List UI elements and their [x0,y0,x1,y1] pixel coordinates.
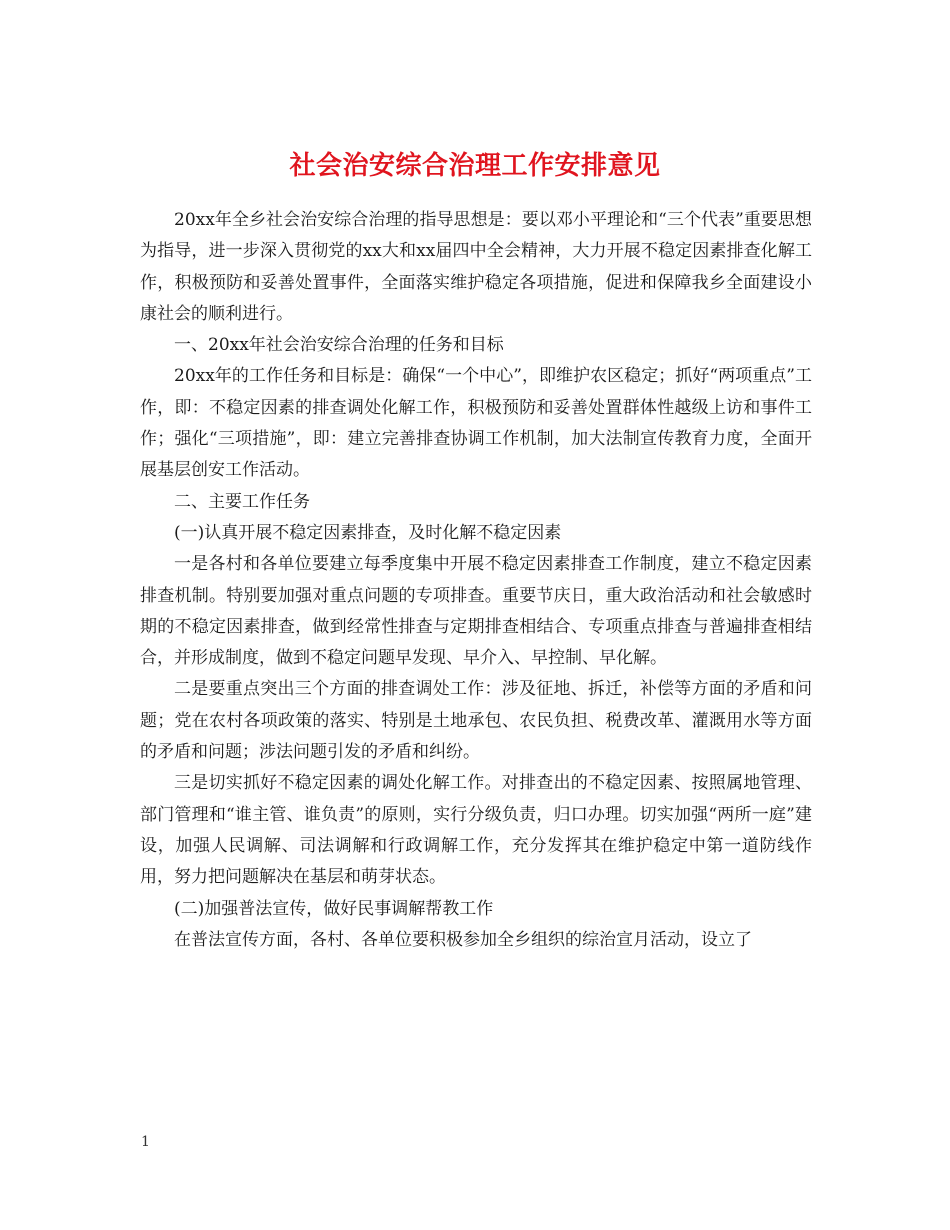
heading-main-tasks: 二、主要工作任务 [174,491,310,512]
subheading-legal-publicity: (二)加强普法宣传，做好民事调解帮教工作 [174,898,494,919]
document-body [140,205,812,956]
paragraph-item-two: 二是要重点突出三个方面的排查调处工作：涉及征地、拆迁，补偿等方面的矛盾和问题；党在农村各项政策的落实、特别是土地承包、农民负担、税费改革、灌溉用水等方面的矛盾和问题；涉法问题引发的矛盾和纠纷。 [140,679,812,763]
document-title: 社会治安综合治理工作安排意见 [289,151,661,182]
paragraph-item-one: 一是各村和各单位要建立每季度集中开展不稳定因素排查工作制度，建立不稳定因素排查机制。特别要加强对重点问题的专项排查。重要节庆日，重大政治活动和社会敏感时期的不稳定因素排查，做到经常性排查与定期排查相结合、专项重点排查与普遍排查相结合，并形成制度，做到不稳定问题早发现、早介入、早控制、早化解。 [140,554,812,669]
paragraph-legal-publicity: 在普法宣传方面，各村、各单位要积极参加全乡组织的综治宣月活动，设立了 [174,929,752,950]
paragraph-tasks-and-goals: 20xx年的工作任务和目标是：确保“一个中心”，即维护农区稳定；抓好“两项重点”工作，即：不稳定因素的排查调处化解工作，积极预防和妥善处置群体性越级上访和事件工作；强化“三项措施”，即：建立完善排查协调工作机制，加大法制宣传教育力度，全面开展基层创安工作活动。 [140,366,812,481]
subheading-investigation: (一)认真开展不稳定因素排查，及时化解不稳定因素 [174,522,562,543]
page-number: 1 [141,1134,150,1150]
paragraph-guiding-ideology: 20xx年全乡社会治安综合治理的指导思想是：要以邓小平理论和“三个代表”重要思想为指导，进一步深入贯彻党的xx大和xx届四中全会精神，大力开展不稳定因素排查化解工作，积极预防和妥善处置事件，全面落实维护稳定各项措施，促进和保障我乡全面建设小康社会的顺利进行。 [140,210,812,324]
heading-tasks-and-goals: 一、20xx年社会治安综合治理的任务和目标 [174,335,504,356]
paragraph-item-three: 三是切实抓好不稳定因素的调处化解工作。对排查出的不稳定因素、按照属地管理、部门管理和“谁主管、谁负责”的原则，实行分级负责，归口办理。切实加强“两所一庭”建设，加强人民调解、司法调解和行政调解工作，充分发挥其在维护稳定中第一道防线作用，努力把问题解决在基层和萌芽状态。 [140,773,812,888]
